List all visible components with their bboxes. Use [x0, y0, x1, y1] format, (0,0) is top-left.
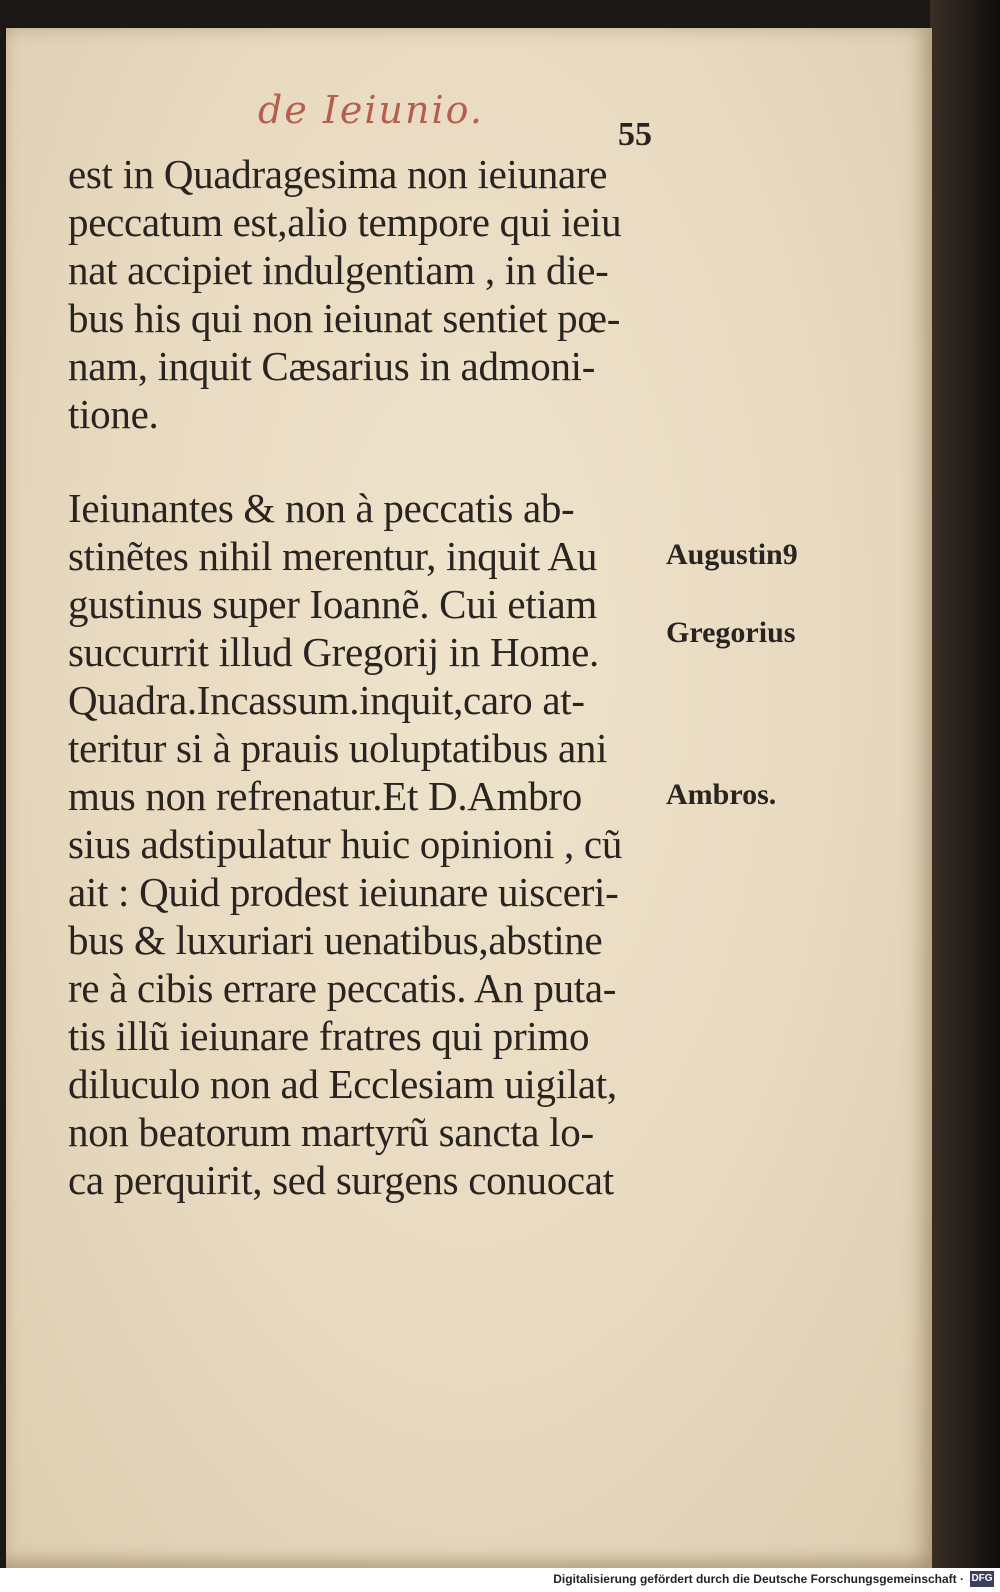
text-line: ca perquirit, sed surgens conuocat	[68, 1157, 614, 1203]
text-line: ait : Quid prodest ieiunare uisceri-	[68, 869, 619, 915]
footer-bar	[0, 1568, 1000, 1592]
text-line: Quadra.Incassum.inquit,caro at-	[68, 677, 585, 723]
text-line: teritur si à prauis uoluptatibus ani	[68, 725, 608, 771]
text-line: stinẽtes nihil merentur, inquit Au	[68, 533, 598, 579]
text-line: sius adstipulatur huic opinioni , cũ	[68, 821, 623, 867]
text-line: diluculo non ad Ecclesiam uigilat,	[68, 1061, 617, 1107]
text-line: tione.	[68, 391, 159, 437]
text-line: succurrit illud Gregorij in Home.	[68, 629, 599, 675]
text-line: nam, inquit Cæsarius in admoni-	[68, 343, 596, 389]
handwritten-note: de Ieiunio.	[258, 88, 484, 132]
text-line: non beatorum martyrũ sancta lo-	[68, 1109, 594, 1155]
text-line: bus & luxuriari uenatibus,abstine	[68, 917, 603, 963]
text-line: re à cibis errare peccatis. An puta-	[68, 965, 617, 1011]
text-line: Ieiunantes & non à peccatis ab-	[68, 485, 575, 531]
text-line: peccatum est,alio tempore qui ieiu	[68, 199, 622, 245]
text-line: tis illũ ieiunare fratres qui primo	[68, 1013, 590, 1059]
dfg-logo: DFG	[970, 1571, 994, 1587]
marginal-note-ambrosius: Ambros.	[666, 778, 777, 811]
text-line: mus non refrenatur.Et D.Ambro	[68, 773, 582, 819]
text-line: est in Quadragesima non ieiunare	[68, 151, 608, 197]
marginal-note-augustinus: Augustin9	[666, 538, 798, 571]
marginal-note-gregorius: Gregorius	[666, 616, 796, 649]
book-edge	[930, 0, 1000, 1568]
text-line: gustinus super Ioannẽ. Cui etiam	[68, 581, 598, 627]
page-number: 55	[618, 116, 652, 153]
funding-credit: Digitalisierung gefördert durch die Deutsche Forschungsgemeinschaft ·	[553, 1572, 964, 1586]
text-line: bus his qui non ieiunat sentiet pœ-	[68, 295, 621, 341]
text-line: nat accipiet indulgentiam , in die-	[68, 247, 609, 293]
